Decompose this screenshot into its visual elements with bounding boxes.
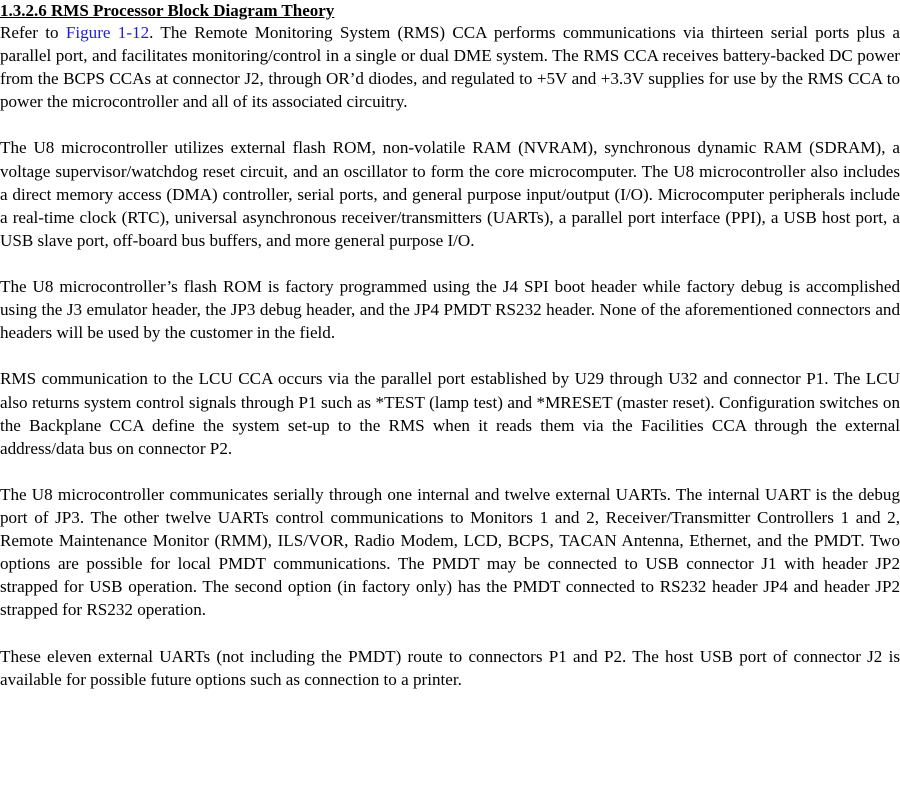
- paragraph-intro-prefix: Refer to: [0, 23, 66, 42]
- paragraph-uarts: The U8 microcontroller communicates serially through one internal and twelve external UARTs. The internal UART is the debug port of JP3. The other twelve UARTs control communications to Monitors 1 and 2, Receiver/Transmitter Controllers 1 and 2, Remote Maintenance Monitor (RMM), ILS/VOR, Radio Modem, LCD, BCPS, TACAN Antenna, Ethernet, and the PMDT. Two options are possible for local PMDT communications. The PMDT may be connected to USB connector J1 with header JP2 strapped for USB operation. The second option (in factory only) has the PMDT connected to RS232 header JP4 and header JP2 strapped for RS232 operation.: [0, 484, 900, 620]
- paragraph-flash-rom: The U8 microcontroller’s flash ROM is factory programmed using the J4 SPI boot header while factory debug is accomplished using the J3 emulator header, the JP3 debug header, and the JP4 PMDT RS232 header. None of the aforementioned connectors and headers will be used by the customer in the field.: [0, 277, 900, 343]
- section-heading: 1.3.2.6 RMS Processor Block Diagram Theory: [0, 1, 335, 20]
- figure-reference-link[interactable]: Figure 1-12: [65, 23, 150, 42]
- paragraph-intro: [0, 21, 900, 113]
- paragraph-microcontroller: The U8 microcontroller utilizes external flash ROM, non-volatile RAM (NVRAM), synchronous dynamic RAM (SDRAM), a voltage supervisor/watchdog reset circuit, and an oscillator to form the core microcomputer. The U8 microcontroller also includes a direct memory access (DMA) controller, serial ports, and general purpose input/output (I/O). Microcomputer peripherals include a real-time clock (RTC), universal asynchronous receiver/transmitters (UARTs), a parallel port interface (PPI), a USB host port, a USB slave port, off-board bus buffers, and more general purpose I/O.: [0, 138, 900, 250]
- paragraph-external-uarts: These eleven external UARTs (not including the PMDT) route to connectors P1 and P2. The host USB port of connector J2 is available for possible future options such as connection to a printer.: [0, 646, 900, 689]
- paragraph-lcu-communication: RMS communication to the LCU CCA occurs via the parallel port established by U29 through U32 and connector P1. The LCU also returns system control signals through P1 such as *TEST (lamp test) and *MRESET (master reset). Configuration switches on the Backplane CCA define the system set-up to the RMS when it reads them via the Facilities CCA through the external address/data bus on connector P2.: [0, 369, 900, 458]
- paragraph-intro-text: . The Remote Monitoring System (RMS) CCA performs communications via thirteen serial ports plus a parallel port, and facilitates monitoring/control in a single or dual DME system. The RMS CCA receives battery-backed DC power from the BCPS CCAs at connector J2, through OR’d diodes, and regulated to +5V and +3.3V supplies for use by the RMS CCA to power the microcontroller and all of its associated circuitry.: [0, 23, 900, 112]
